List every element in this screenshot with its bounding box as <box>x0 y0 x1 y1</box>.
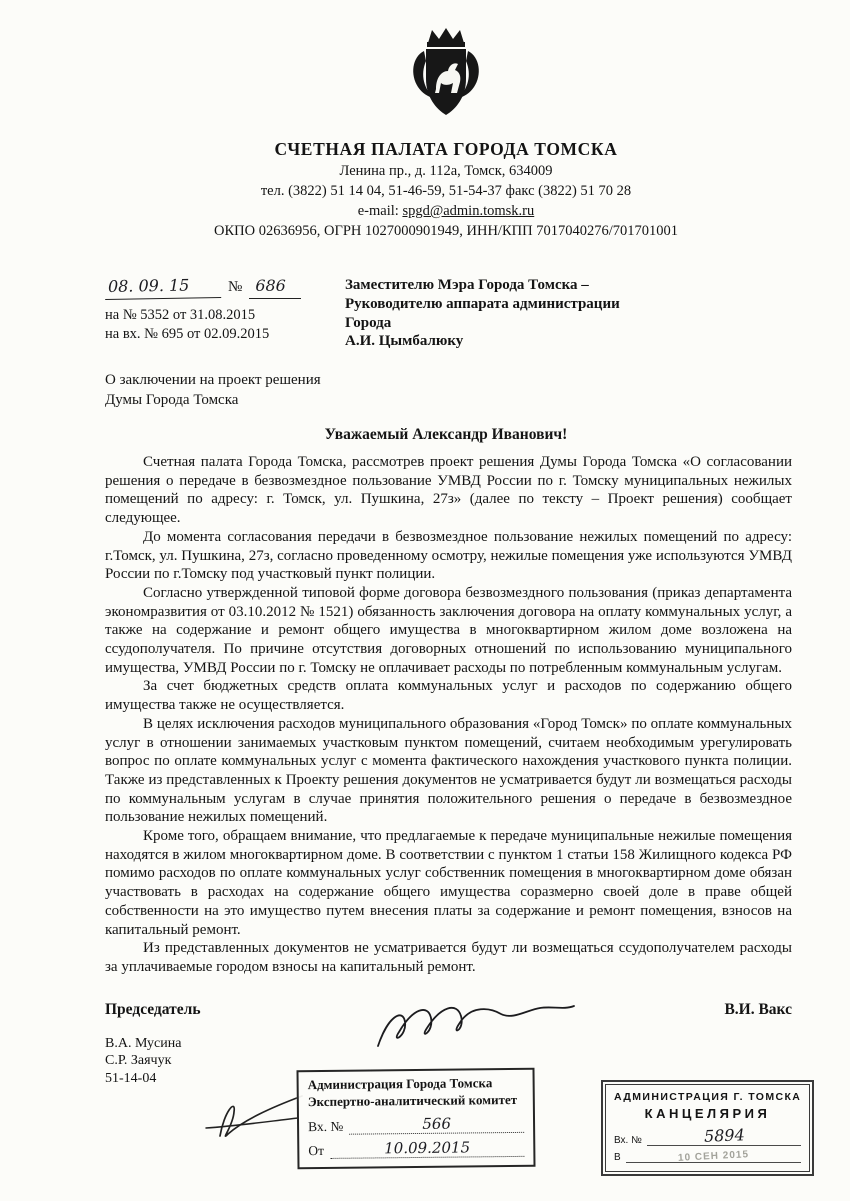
stamp-org-name: Администрация Города Томска <box>307 1075 493 1093</box>
stamp-date-label: В <box>614 1152 621 1163</box>
addressee-line: Заместителю Мэра Города Томска – <box>345 277 589 293</box>
addressee-block <box>345 276 620 351</box>
handwritten-mark-icon <box>198 1082 310 1150</box>
stamp-incoming-label: Вх. № <box>307 1118 344 1134</box>
email-address: spgd@admin.tomsk.ru <box>402 203 535 219</box>
subject-block <box>105 371 792 410</box>
addressee-line: Города <box>345 314 392 331</box>
handwritten-signature-icon <box>372 998 582 1062</box>
reference-line-2: на вх. № 695 от 02.09.2015 <box>105 325 270 342</box>
subject-line: Думы Города Томска <box>105 391 239 408</box>
chancellery-stamp-inner <box>605 1084 810 1172</box>
committee-stamp <box>296 1068 535 1169</box>
outgoing-number-line <box>105 276 343 299</box>
reference-block <box>105 276 343 351</box>
handwritten-date-value: 10.09.2015 <box>384 1138 471 1158</box>
reference-line-1: на № 5352 от 31.08.2015 <box>105 306 256 323</box>
org-name: СЧЕТНАЯ ПАЛАТА ГОРОДА ТОМСКА <box>274 139 618 159</box>
contact-line: В.А. Мусина <box>105 1035 182 1051</box>
chancellery-stamp <box>601 1080 814 1176</box>
reference-and-addressee <box>105 276 792 351</box>
body-paragraph: Из представленных документов не усматривается будут ли возмещаться ссудополучателем расходы за уплачиваемые городом взносы на капитальный ремонт. <box>105 940 792 975</box>
letterhead <box>0 0 850 240</box>
salutation: Уважаемый Александр Иванович! <box>324 426 568 443</box>
email-label: e-mail: <box>357 203 403 219</box>
org-registration-codes: ОКПО 02636956, ОГРН 1027000901949, ИНН/КПП 7017040276/701701001 <box>214 223 678 239</box>
signer-name: В.И. Вакс <box>724 1000 792 1018</box>
stamp-incoming-label: Вх. № <box>614 1135 642 1146</box>
tomsk-coat-of-arms-icon <box>409 26 483 120</box>
stamp-dept-name: Экспертно-аналитический комитет <box>307 1091 518 1110</box>
contact-line: 51-14-04 <box>105 1070 157 1086</box>
handwritten-date: 08. 09. 15 <box>105 275 221 300</box>
stamp-date-fill <box>330 1138 525 1159</box>
org-email-line <box>100 203 792 220</box>
body-paragraph: Согласно утвержденной типовой форме договора безвозмездного пользования (приказ департамента экономразвития от 03.10.2012 № 1521) обязанность заключения договора на оплату коммунальных услуг, а также на содержание и ремонт общего имущества в многоквартирном жилом доме возложена на ссудополучателя. По причине отсутствия договорных отношений по использованию муниципального имущества, УМВД России по г. Томску не оплачивает расходы по потребленным коммунальным услугам. <box>105 584 792 676</box>
stamp-incoming-number-row <box>308 1114 524 1135</box>
contact-line: С.Р. Заячук <box>105 1053 172 1069</box>
body-paragraph: За счет бюджетных средств оплата коммунальных услуг и расходов по содержанию общего имущества также не осуществляется. <box>105 678 792 714</box>
body-paragraph: Кроме того, обращаем внимание, что предлагаемые к передаче муниципальные нежилые помещения находятся в жилом многоквартирном доме. В соответствии с пунктом 1 статьи 158 Жилищного кодекса РФ помимо расходов по оплате коммунальных услуг собственник помещения в многоквартирном доме обязан участвовать в расходах на содержание общего имущества соразмерно своей доле в праве общей собственности на это имущество путем внесения платы за содержание и ремонт помещения, взносов на капитальный ремонт. <box>105 828 792 938</box>
stamp-dept-name: КАНЦЕЛЯРИЯ <box>644 1106 771 1121</box>
stamp-incoming-number-row <box>614 1126 801 1146</box>
stamp-incoming-fill <box>349 1114 524 1135</box>
org-address: Ленина пр., д. 112а, Томск, 634009 <box>339 163 553 179</box>
body-paragraph: В целях исключения расходов муниципального образования «Город Томск» по оплате коммунальных услуг в отношении занимаемых участковым пунктом помещений, считаем необходимым урегулировать вопрос по оплате коммунальных услуг с момента фактического нахождения участкового пункта полиции. Также из представленных к Проекту решения документов не усматривается будут ли возмещаться расходы по коммунальным услугам в случае принятия положительного решения о передаче в безвозмездное пользование нежилых помещений. <box>105 715 792 826</box>
org-phones: тел. (3822) 51 14 04, 51-46-59, 51-54-37 факс (3822) 51 70 28 <box>260 183 632 199</box>
subject-line: О заключении на проект решения <box>105 372 321 388</box>
body-paragraph: Счетная палата Города Томска, рассмотрев проект решения Думы Города Томска «О согласовании решения о передаче в безвозмездное пользование УМВД России по г. Томску муниципальных нежилых помещений по адресу: г. Томск, ул. Пушкина, 27з» (далее по тексту – Проект решения) сообщает следующее. <box>105 454 792 527</box>
signer-position: Председатель <box>105 1000 201 1018</box>
addressee-line: А.И. Цымбалюку <box>345 333 464 350</box>
body-paragraph: До момента согласования передачи в безвозмездное пользование нежилых помещений по адресу: г.Томск, ул. Пушкина, 27з, согласно проведенному осмотру, нежилые помещения уже используются УМВД России по г.Томску под участковый пункт полиции. <box>105 528 792 583</box>
addressee-line: Руководителю аппарата администрации <box>345 295 620 312</box>
number-sign: № <box>228 279 243 296</box>
handwritten-incoming-number: 5894 <box>703 1125 745 1146</box>
stamp-date-label: От <box>308 1142 325 1158</box>
stamp-date-row <box>614 1151 801 1163</box>
faint-date-stamp: 10 СЕН 2015 <box>677 1149 750 1164</box>
stamp-date-row <box>308 1138 524 1159</box>
stamp-incoming-fill <box>647 1126 801 1146</box>
stamp-date-fill <box>626 1151 801 1163</box>
handwritten-outgoing-number: 686 <box>249 276 301 299</box>
handwritten-incoming-number: 566 <box>422 1114 452 1133</box>
stamp-org-name: АДМИНИСТРАЦИЯ Г. ТОМСКА <box>614 1091 802 1103</box>
letter-body <box>105 453 792 977</box>
